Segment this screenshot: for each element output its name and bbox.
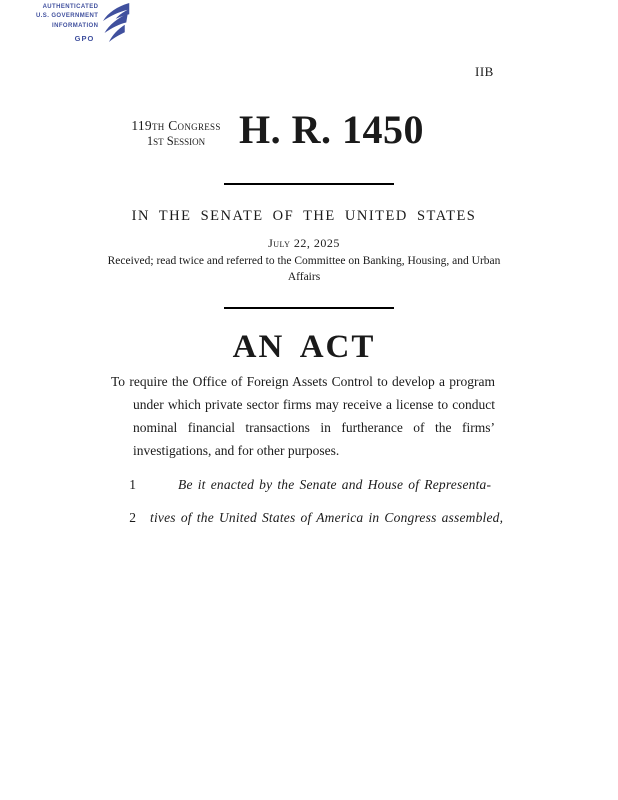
date-line: July 22, 2025: [268, 236, 340, 250]
gpo-eagle-icon: [100, 2, 130, 46]
referral-line: Received; read twice and referred to the Committee on Banking, Housing, and Urban Affairs: [107, 255, 501, 284]
gpo-stamp-text: [36, 3, 98, 45]
bill-preamble: To require the Office of Foreign Assets Control to develop a program under which private sector firms may receive a license to conduct nominal financial transactions in furtherance of the firms’ investigations, and for other purposes.: [111, 374, 495, 458]
act-title: AN ACT: [232, 329, 376, 365]
line-number: 2: [129, 510, 136, 525]
stamp-gpo-label: GPO: [74, 33, 95, 43]
chamber-line: IN THE SENATE OF THE UNITED STATES: [131, 208, 477, 224]
stamp-line-information: INFORMATION: [52, 22, 99, 29]
bill-body-line: [113, 477, 503, 510]
bill-number: H. R. 1450: [239, 107, 424, 152]
session-label: 1st Session: [146, 133, 206, 148]
print-designation-mark: IIB: [475, 64, 494, 79]
enacting-clause-text: Be it enacted by the Senate and House of Representa-: [178, 477, 492, 492]
stamp-line-authenticated: AUTHENTICATED: [42, 4, 99, 10]
congress-label: 119th Congress: [131, 118, 221, 133]
stamp-line-government: U.S. GOVERNMENT: [36, 13, 99, 20]
divider-rule-bottom: [224, 307, 394, 309]
gpo-authentication-stamp: [36, 3, 130, 46]
bill-body: [113, 477, 503, 543]
congress-session-block: [120, 118, 232, 149]
line-number: 1: [129, 477, 136, 492]
enacting-clause-text: tives of the United States of America in Congress assembled,: [150, 510, 504, 525]
bill-body-line: [113, 510, 503, 543]
divider-rule-top: [224, 183, 394, 185]
